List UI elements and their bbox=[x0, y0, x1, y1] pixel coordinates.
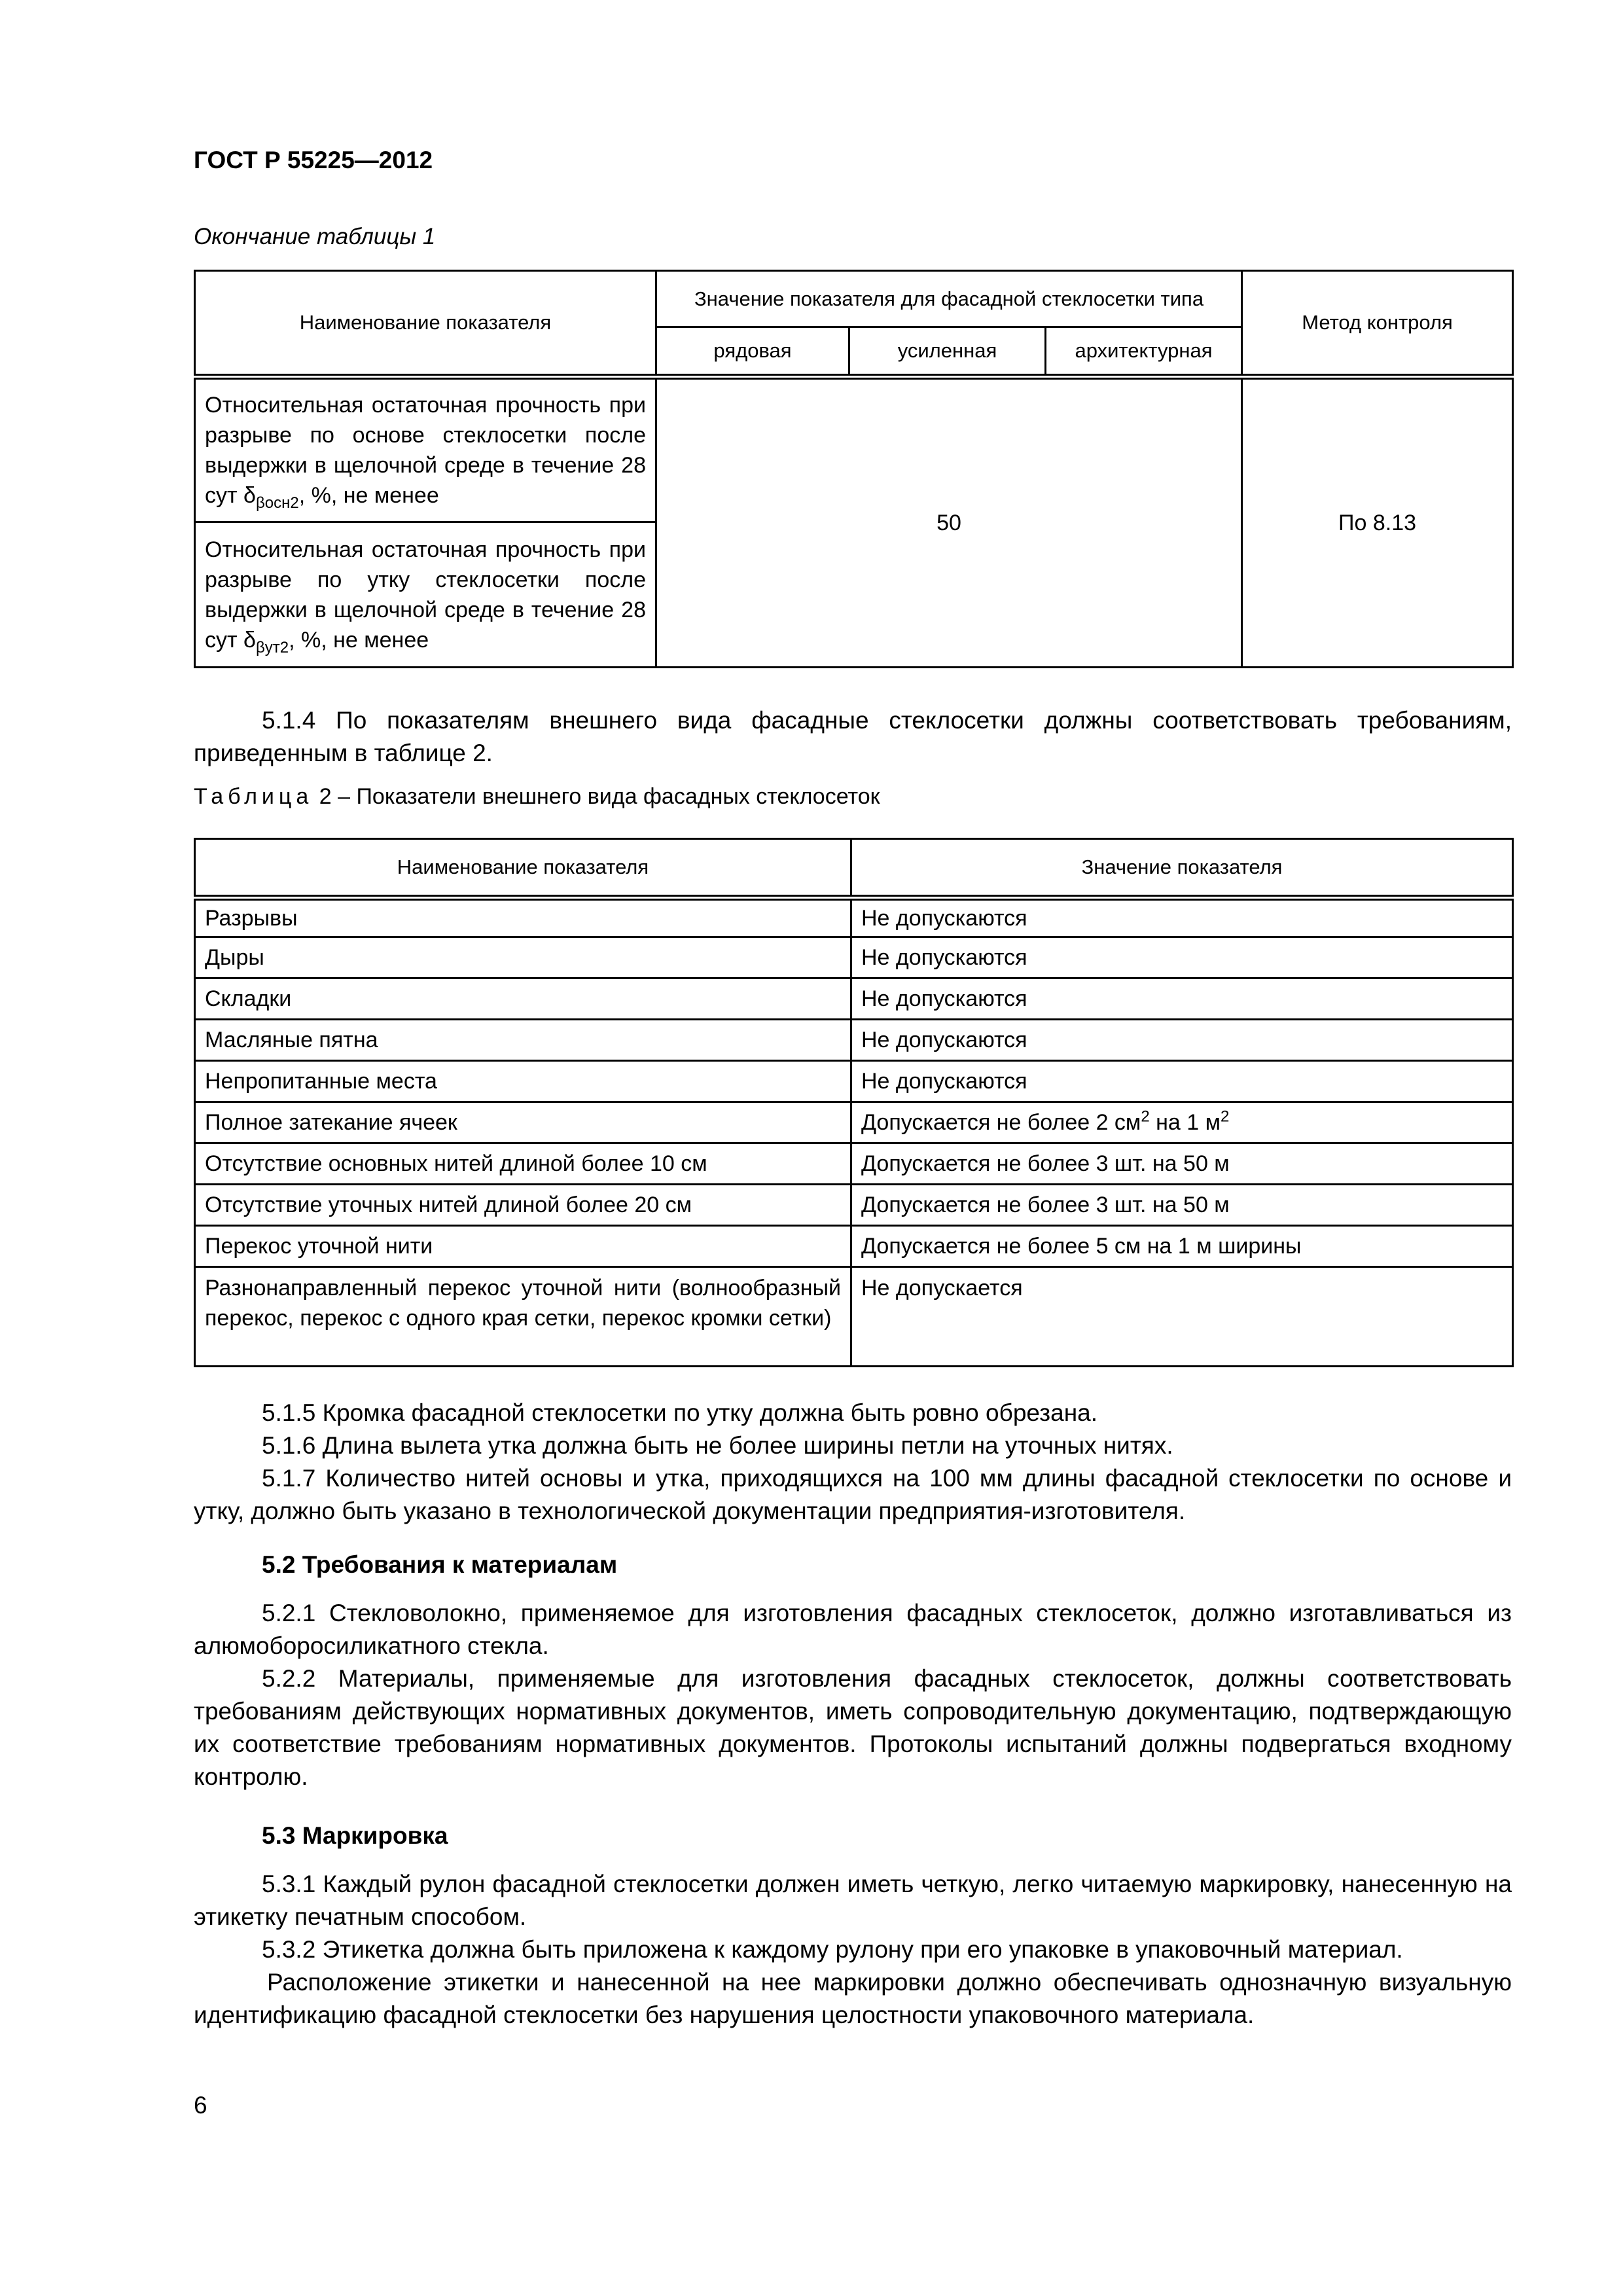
t1-row1-text: Относительная остаточная прочность при разрыве по основе стеклосетки после выдержки в щелочной среде в течение 28 сут δ bbox=[205, 393, 646, 508]
t1-row-weft-strength bbox=[195, 522, 656, 668]
t1-col-name: Наименование показателя bbox=[195, 271, 656, 377]
t2-row-value: Допускается не более 3 шт. на 50 м bbox=[851, 1143, 1513, 1185]
t1-col-type-regular: рядовая bbox=[656, 327, 849, 377]
document-header: ГОСТ Р 55225—2012 bbox=[194, 147, 433, 173]
paragraph-5-3-2-continued: Расположение этикетки и нанесенной на нее маркировки должно обеспечивать однозначную визуальную идентификацию фасадной стеклосетки без нарушения целостности упаковочного материала. bbox=[194, 1969, 1512, 2028]
table-1 bbox=[194, 270, 1514, 668]
paragraph-5-1-4: 5.1.4 По показателям внешнего вида фасадные стеклосетки должны соответствовать требованиям, приведенным в таблице 2. bbox=[194, 707, 1512, 766]
t1-row-warp-strength bbox=[195, 377, 656, 522]
t2-row-value: Допускается не более 5 см на 1 м ширины bbox=[851, 1226, 1513, 1267]
t2-row-value: Не допускается bbox=[851, 1267, 1513, 1367]
t2-row-name: Разрывы bbox=[195, 898, 851, 937]
t1-row1-tail: , %, не менее bbox=[298, 483, 439, 508]
table-2-caption bbox=[194, 784, 880, 810]
t2-row-name: Разнонаправленный перекос уточной нити (волнообразный перекос, перекос с одного края сетки, перекос кромки сетки) bbox=[195, 1267, 851, 1367]
paragraph-5-3-1: 5.3.1 Каждый рулон фасадной стеклосетки должен иметь четкую, легко читаемую маркировку, нанесенную на этикетку печатным способом. bbox=[194, 1871, 1512, 1930]
t2-row-name: Полное затекание ячеек bbox=[195, 1102, 851, 1143]
t1-col-method: Метод контроля bbox=[1242, 271, 1513, 377]
t2-row-value: Не допускаются bbox=[851, 978, 1513, 1020]
t2-row-name: Отсутствие уточных нитей длиной более 20 см bbox=[195, 1185, 851, 1226]
t2-row-value: Не допускаются bbox=[851, 1020, 1513, 1061]
paragraph-5-1-5: 5.1.5 Кромка фасадной стеклосетки по утку должна быть ровно обрезана. bbox=[262, 1399, 1097, 1426]
t1-value: 50 bbox=[656, 377, 1242, 668]
t2-col-name: Наименование показателя bbox=[195, 839, 851, 898]
section-heading-5-2: 5.2 Требования к материалам bbox=[262, 1551, 618, 1578]
table-2-caption-label: Таблица bbox=[194, 784, 313, 809]
t2-row-name: Масляные пятна bbox=[195, 1020, 851, 1061]
t1-col-type-reinforced: усиленная bbox=[849, 327, 1046, 377]
t2-col-value: Значение показателя bbox=[851, 839, 1513, 898]
table-continuation-label: Окончание таблицы 1 bbox=[194, 224, 436, 249]
t2-row-name: Складки bbox=[195, 978, 851, 1020]
t2-row-name: Отсутствие основных нитей длиной более 10 см bbox=[195, 1143, 851, 1185]
t1-row2-sub: βут2 bbox=[255, 638, 289, 656]
t2-row-value: Не допускаются bbox=[851, 1061, 1513, 1102]
t2-row-name: Дыры bbox=[195, 937, 851, 978]
paragraph-5-2-1: 5.2.1 Стекловолокно, применяемое для изготовления фасадных стеклосеток, должно изготавливаться из алюмоборосиликатного стекла. bbox=[194, 1600, 1512, 1659]
paragraph-5-3-2: 5.3.2 Этикетка должна быть приложена к каждому рулону при его упаковке в упаковочный материал. bbox=[262, 1936, 1403, 1963]
t2-row-value: Допускается не более 3 шт. на 50 м bbox=[851, 1185, 1513, 1226]
section-heading-5-3: 5.3 Маркировка bbox=[262, 1822, 448, 1849]
paragraph-5-2-2: 5.2.2 Материалы, применяемые для изготовления фасадных стеклосеток, должны соответствовать требованиям действующих нормативных документов, иметь сопроводительную документацию, подтверждающую их соответствие требованиям нормативных документов. Протоколы испытаний должны подвергаться входному контролю. bbox=[194, 1665, 1512, 1790]
paragraph-5-1-7: 5.1.7 Количество нитей основы и утка, приходящихся на 100 мм длины фасадной стеклосетки по основе и утку, должно быть указано в технологической документации предприятия-изготовителя. bbox=[194, 1465, 1512, 1524]
table-2 bbox=[194, 838, 1514, 1367]
table-2-caption-text: 2 – Показатели внешнего вида фасадных стеклосеток bbox=[319, 784, 880, 809]
t1-row1-sub: βосн2 bbox=[255, 493, 299, 512]
paragraph-5-1-6: 5.1.6 Длина вылета утка должна быть не более ширины петли на уточных нитях. bbox=[262, 1432, 1173, 1459]
t2-row-name: Перекос уточной нити bbox=[195, 1226, 851, 1267]
t1-method: По 8.13 bbox=[1242, 377, 1513, 668]
t2-row-value: Не допускаются bbox=[851, 937, 1513, 978]
page-number: 6 bbox=[194, 2092, 207, 2119]
t2-row-value: Не допускаются bbox=[851, 898, 1513, 937]
t2-row-value: Допускается не более 2 $см^2$ на 1 $м^2$ bbox=[851, 1102, 1513, 1143]
t1-col-type-architectural: архитектурная bbox=[1046, 327, 1242, 377]
t1-row2-text: Относительная остаточная прочность при разрыве по утку стеклосетки после выдержки в щелочной среде в течение 28 сут δ bbox=[205, 537, 646, 653]
t2-row-name: Непропитанные места bbox=[195, 1061, 851, 1102]
t1-row2-tail: , %, не менее bbox=[289, 627, 429, 653]
t1-col-value-group: Значение показателя для фасадной стеклосетки типа bbox=[656, 271, 1242, 327]
